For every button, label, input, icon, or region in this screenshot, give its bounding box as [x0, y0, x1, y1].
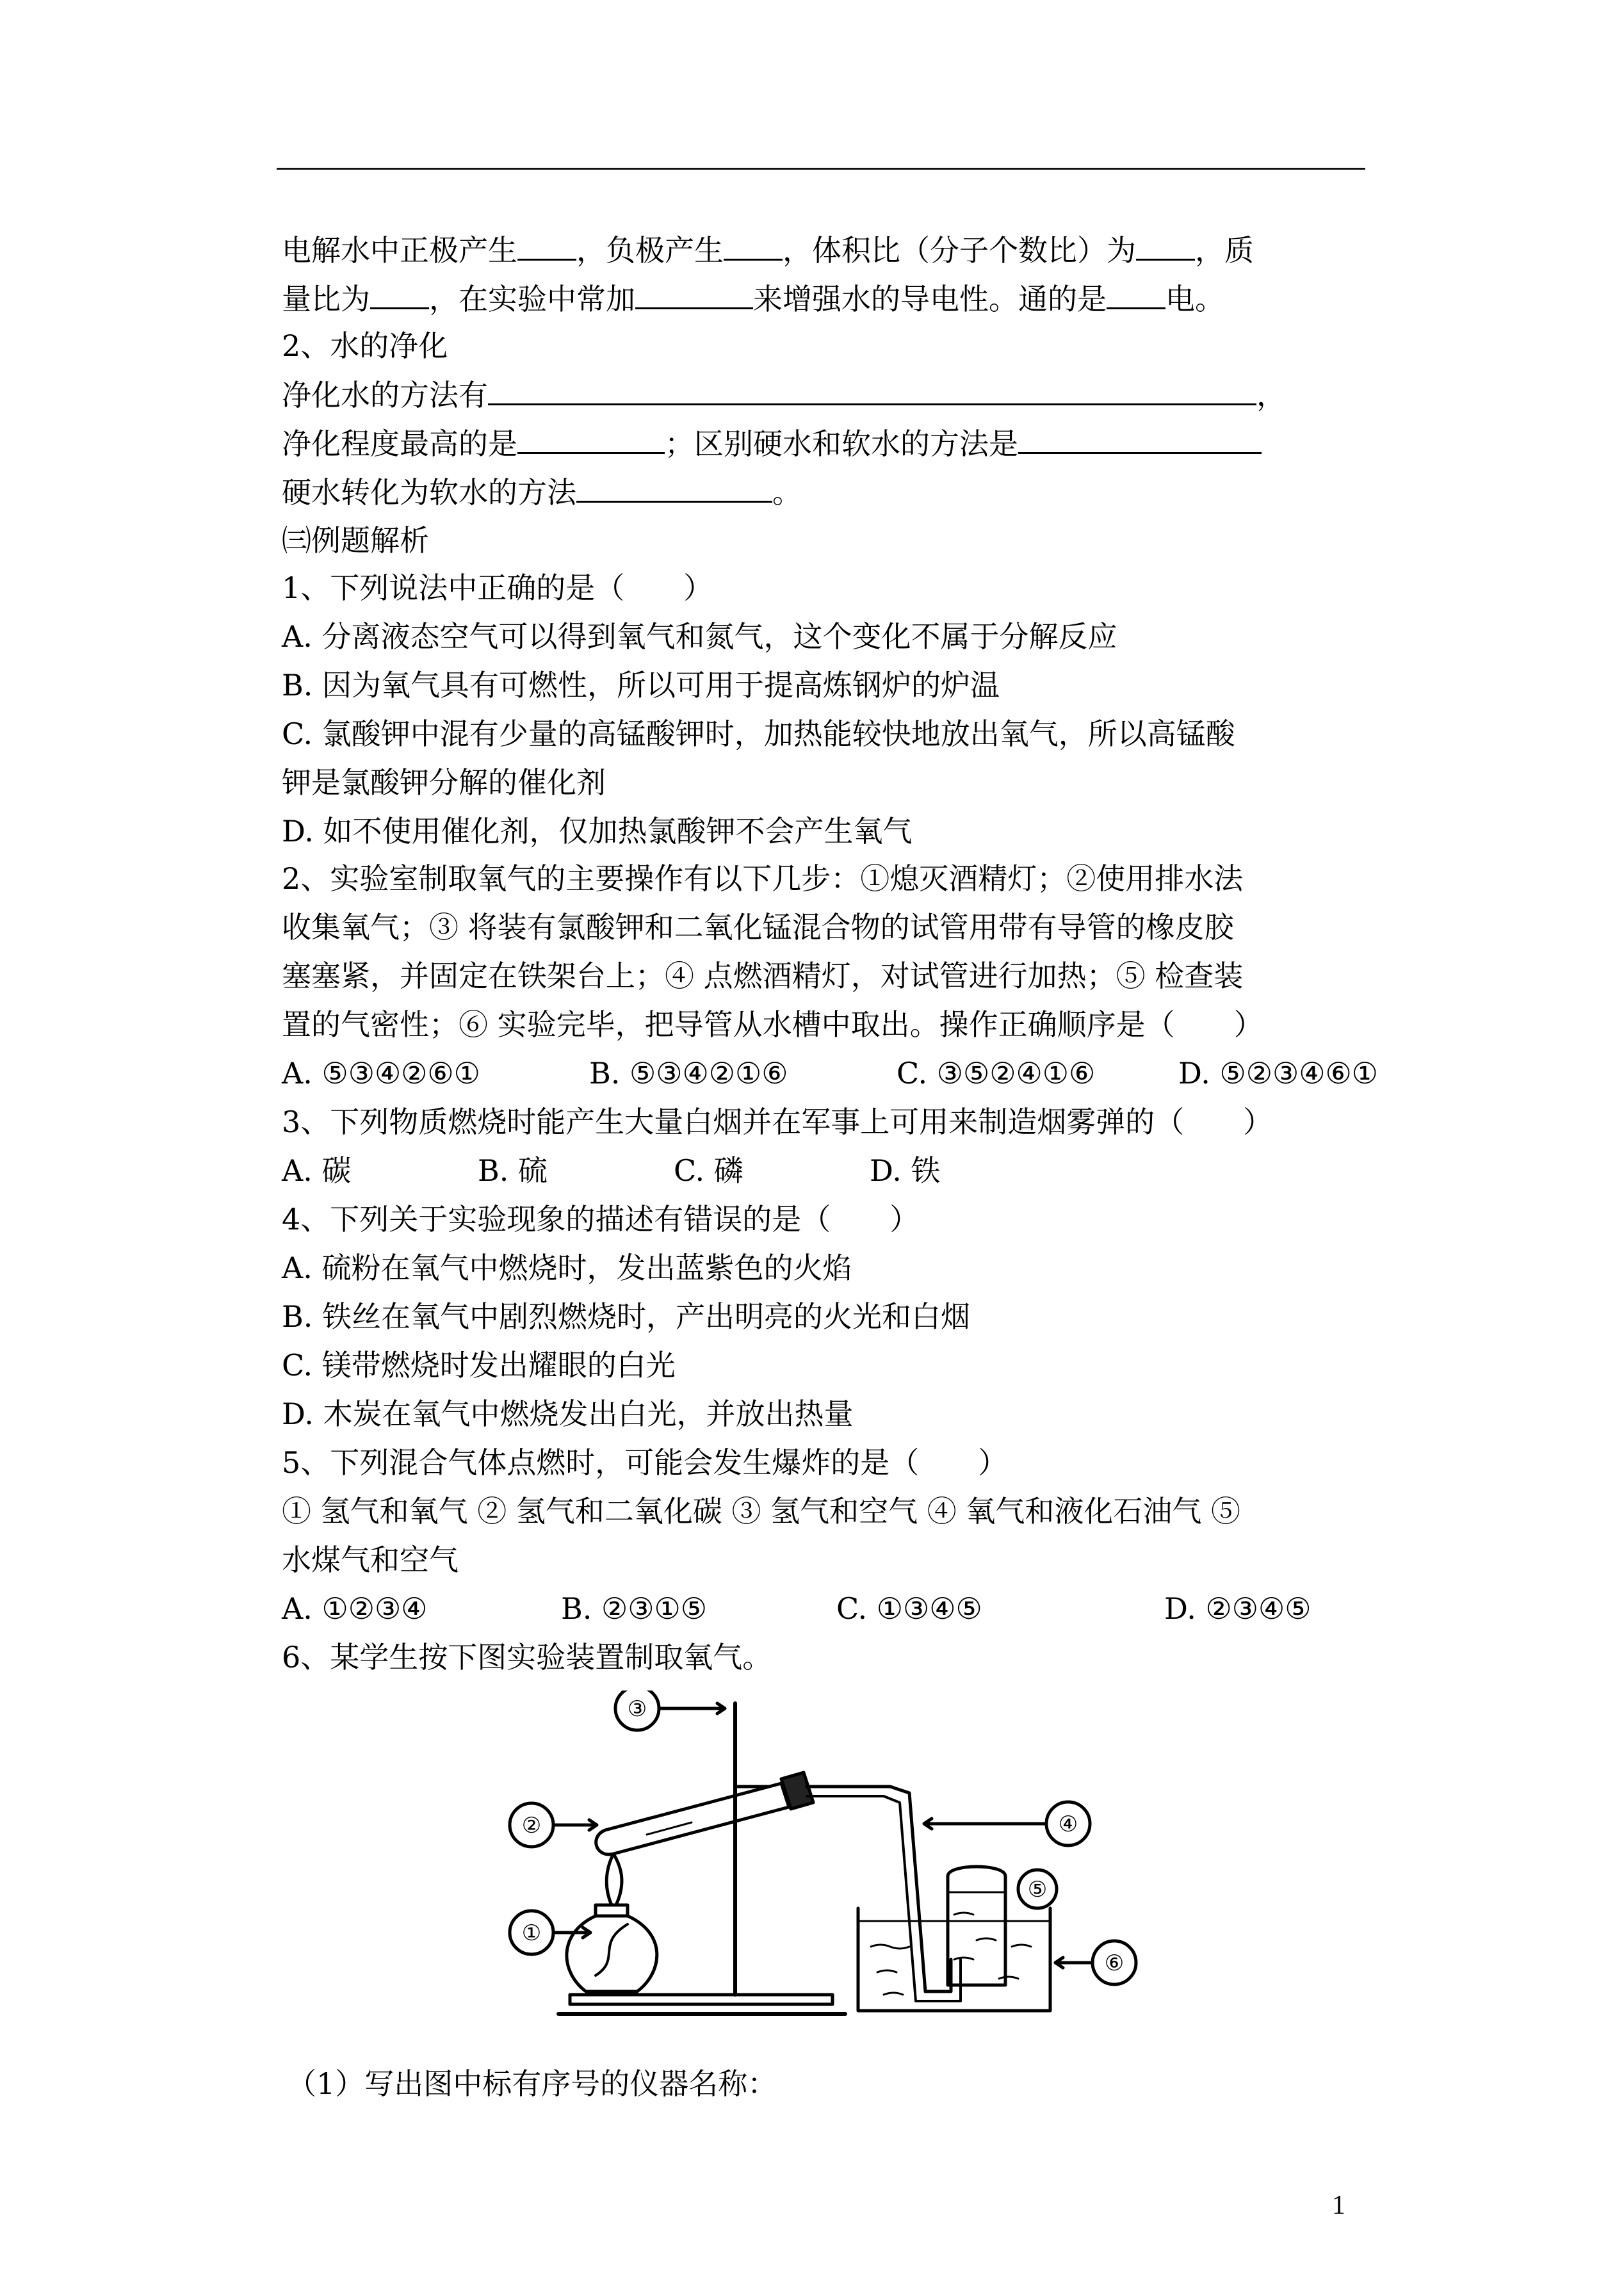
label-4-text: ④	[1058, 1812, 1078, 1837]
label-1-text: ①	[521, 1920, 542, 1946]
q3-option-b: B. 硫	[478, 1153, 548, 1188]
q5-stem: 5、下列混合气体点燃时，可能会发生爆炸的是（ ）	[282, 1445, 1008, 1480]
blank-current-type[interactable]	[1107, 279, 1165, 309]
blank-highest-purification[interactable]	[517, 424, 665, 454]
label-2-text: ②	[521, 1813, 542, 1838]
q4-option-a: A. 硫粉在氧气中燃烧时，发出蓝紫色的火焰	[282, 1251, 852, 1285]
blank-conductivity-additive[interactable]	[635, 279, 753, 309]
q5-option-c: C. ①③④⑤	[836, 1591, 982, 1626]
q2-stem-line2: 收集氧气；③ 将装有氯酸钾和二氧化锰混合物的试管用带有导管的橡皮胶	[282, 910, 1234, 945]
blank-negative-electrode[interactable]	[724, 231, 783, 261]
q1-option-c-line1: C. 氯酸钾中混有少量的高锰酸钾时，加热能较快地放出氧气，所以高锰酸	[282, 717, 1235, 751]
q1-option-b: B. 因为氧气具有可燃性，所以可用于提高炼钢炉的炉温	[282, 668, 1000, 702]
q5-options	[282, 1589, 1434, 1628]
label-3-text: ③	[627, 1696, 647, 1722]
electrolysis-line-2: 量比为 ，在实验中常加 来增强水的导电性。通的是 电。	[282, 279, 1224, 318]
q4-option-b: B. 铁丝在氧气中剧烈燃烧时，产出明亮的火光和白烟	[282, 1299, 971, 1334]
q1-option-a: A. 分离液态空气可以得到氧气和氮气，这个变化不属于分解反应	[282, 619, 1117, 654]
label-6-text: ⑥	[1104, 1950, 1125, 1976]
q2-option-c: C. ③⑤②④①⑥	[897, 1056, 1096, 1091]
blank-softening-method[interactable]	[576, 473, 772, 503]
q2-option-b: B. ⑤③④②①⑥	[589, 1056, 788, 1091]
rubber-stopper	[781, 1772, 813, 1809]
blank-distinguish-method[interactable]	[1018, 424, 1262, 454]
examples-heading: ㈢例题解析	[282, 523, 429, 558]
gas-bottle	[948, 1867, 1005, 1985]
blank-purification-methods[interactable]	[488, 375, 1256, 405]
q5-option-d: D. ②③④⑤	[1164, 1591, 1311, 1626]
q1-option-c-line2: 钾是氯酸钾分解的催化剂	[282, 765, 606, 800]
q2-stem-line4: 置的气密性；⑥ 实验完毕，把导管从水槽中取出。操作正确顺序是（ ）	[282, 1007, 1263, 1042]
heading-water-purification: 2、水的净化	[282, 328, 448, 363]
alcohol-lamp	[567, 1916, 657, 1991]
hard-soft-water-line: 净化程度最高的是 ；区别硬水和软水的方法是	[282, 424, 1262, 462]
q4-option-d: D. 木炭在氧气中燃烧发出白光，并放出热量	[282, 1397, 854, 1431]
q4-stem: 4、下列关于实验现象的描述有错误的是（ ）	[282, 1202, 920, 1237]
q5-option-b: B. ②③①⑤	[561, 1591, 708, 1626]
header-rule	[277, 168, 1365, 170]
q2-option-a: A. ⑤③④②⑥①	[282, 1056, 480, 1091]
delivery-tube	[807, 1787, 951, 1991]
q2-options	[282, 1054, 1434, 1092]
q5-items-line1: ① 氢气和氧气 ② 氢气和二氧化碳 ③ 氢气和空气 ④ 氧气和液化石油气 ⑤	[282, 1494, 1240, 1529]
q3-option-a: A. 碳	[282, 1153, 352, 1188]
blank-volume-ratio[interactable]	[1136, 231, 1195, 261]
stand-base	[570, 1995, 832, 2004]
oxygen-apparatus-figure	[499, 1691, 1153, 2023]
q4-option-c: C. 镁带燃烧时发出耀眼的白光	[282, 1348, 676, 1383]
q2-stem-line1: 2、实验室制取氧气的主要操作有以下几步：①熄灭酒精灯；②使用排水法	[282, 861, 1244, 896]
q6-stem: 6、某学生按下图实验装置制取氧气。	[282, 1640, 772, 1675]
q1-stem: 1、下列说法中正确的是（ ）	[282, 571, 713, 605]
electrolysis-line-1: 电解水中正极产生 ，负极产生 ，体积比（分子个数比）为 ，质	[282, 231, 1254, 269]
purification-methods-line: 净化水的方法有 ，	[282, 375, 1286, 414]
q3-options	[282, 1151, 1050, 1190]
softening-line: 硬水转化为软水的方法 。	[282, 473, 802, 511]
q3-stem: 3、下列物质燃烧时能产生大量白烟并在军事上可用来制造烟雾弹的（ ）	[282, 1105, 1273, 1139]
q3-option-c: C. 磷	[674, 1153, 743, 1188]
q1-option-d: D. 如不使用催化剂，仅加热氯酸钾不会产生氧气	[282, 814, 913, 848]
blank-mass-ratio[interactable]	[370, 279, 429, 309]
q5-option-a: A. ①②③④	[282, 1591, 428, 1626]
page-number: 1	[1332, 2191, 1345, 2220]
q2-option-d: D. ⑤②③④⑥①	[1178, 1056, 1378, 1091]
blank-positive-electrode[interactable]	[517, 231, 576, 261]
label-5-text: ⑤	[1027, 1877, 1048, 1902]
q5-items-line2: 水煤气和空气	[282, 1543, 459, 1577]
test-tube	[596, 1783, 789, 1854]
q2-stem-line3: 塞塞紧，并固定在铁架台上；④ 点燃酒精灯，对试管进行加热；⑤ 检查装	[282, 959, 1244, 993]
q6-subquestion-1: （1）写出图中标有序号的仪器名称：	[287, 2066, 777, 2101]
lamp-flame	[606, 1854, 622, 1905]
q3-option-d: D. 铁	[870, 1153, 941, 1188]
